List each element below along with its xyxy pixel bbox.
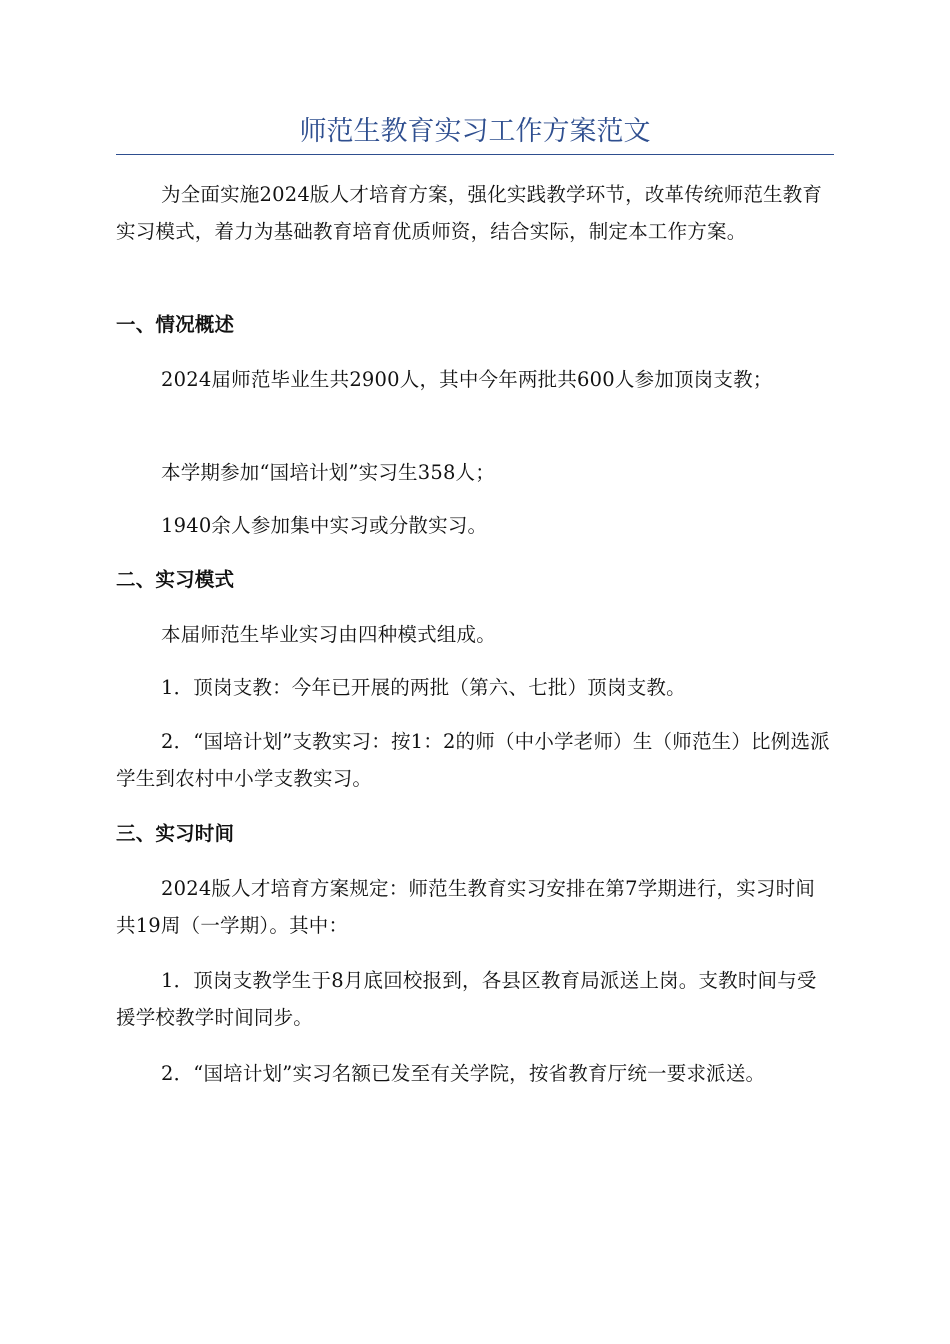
title-underline [116, 154, 834, 155]
overview-paragraph-2: 本学期参加“国培计划”实习生358人； [161, 461, 495, 484]
intro-paragraph: 为全面实施2024版人才培育方案，强化实践教学环节，改革传统师范生教育实习模式，着力为基础教育培育优质师资，结合实际，制定本工作方案。 [116, 183, 823, 243]
schedule-paragraph-1: 2024版人才培育方案规定：师范生教育实习安排在第7学期进行，实习时间共19周（一学期）。其中： [116, 877, 816, 937]
overview-paragraph-3: 1940余人参加集中实习或分散实习。 [161, 514, 488, 537]
section-heading-schedule: 三、实习时间 [116, 822, 235, 845]
overview-paragraph-1: 2024届师范毕业生共2900人，其中今年两批共600人参加顶岗支教； [161, 368, 773, 391]
section-heading-overview: 一、情况概述 [116, 313, 235, 336]
schedule-paragraph-2: 1．顶岗支教学生于8月底回校报到，各县区教育局派送上岗。支教时间与受援学校教学时间同步。 [116, 969, 817, 1029]
modes-paragraph-2: 1．顶岗支教：今年已开展的两批（第六、七批）顶岗支教。 [161, 676, 686, 699]
modes-paragraph-3: 2．“国培计划”支教实习：按1：2的师（中小学老师）生（师范生）比例选派学生到农村中小学支教实习。 [116, 730, 830, 790]
section-heading-modes: 二、实习模式 [116, 568, 235, 591]
modes-paragraph-1: 本届师范生毕业实习由四种模式组成。 [161, 623, 496, 646]
document-title: 师范生教育实习工作方案范文 [299, 116, 651, 147]
schedule-paragraph-3: 2．“国培计划”实习名额已发至有关学院，按省教育厅统一要求派送。 [161, 1062, 766, 1085]
